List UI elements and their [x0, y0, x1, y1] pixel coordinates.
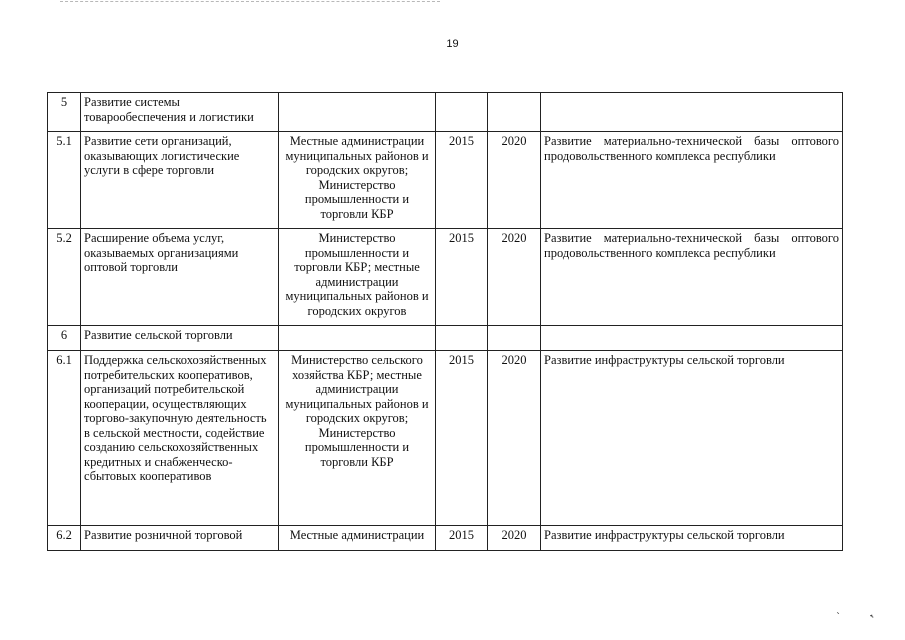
row-number: 5	[48, 93, 81, 132]
measure-name: Развитие сети организаций, оказывающих логистические услуги в сфере торговли	[81, 132, 279, 229]
end-year: 2020	[488, 229, 541, 326]
table-row-5-2	[48, 229, 843, 326]
measure-name: Развитие сельской торговли	[81, 326, 279, 351]
table-row-6-2	[48, 526, 843, 551]
end-year	[488, 326, 541, 351]
expected-result: Развитие материально-технической базы оптового продовольственного комплекса республики	[541, 229, 843, 326]
end-year	[488, 93, 541, 132]
row-number: 5.2	[48, 229, 81, 326]
expected-result: Развитие материально-технической базы оптового продовольственного комплекса республики	[541, 132, 843, 229]
expected-result	[541, 326, 843, 351]
row-number: 6.2	[48, 526, 81, 551]
measure-name: Развитие розничной торговой	[81, 526, 279, 551]
measure-name: Расширение объема услуг, оказываемых организациями оптовой торговли	[81, 229, 279, 326]
page-number: 19	[446, 38, 459, 50]
start-year: 2015	[436, 229, 488, 326]
expected-result: Развитие инфраструктуры сельской торговли	[541, 526, 843, 551]
action-plan-table	[47, 92, 843, 551]
table-row-5-1	[48, 132, 843, 229]
start-year: 2015	[436, 526, 488, 551]
table-row-6-1	[48, 351, 843, 526]
expected-result	[541, 93, 843, 132]
responsible-executors: Местные администрации	[279, 526, 436, 551]
start-year: 2015	[436, 132, 488, 229]
scan-speck: ˞	[870, 612, 874, 623]
end-year: 2020	[488, 351, 541, 526]
responsible-executors: Министерство сельского хозяйства КБР; местные администрации муниципальных районов и городских округов; Министерство промышленности и торговли КБР	[279, 351, 436, 526]
scan-speck: ˋ	[836, 612, 841, 623]
start-year: 2015	[436, 351, 488, 526]
row-number: 6.1	[48, 351, 81, 526]
scan-top-edge-line	[60, 1, 440, 2]
responsible-executors	[279, 93, 436, 132]
end-year: 2020	[488, 132, 541, 229]
row-number: 6	[48, 326, 81, 351]
responsible-executors: Министерство промышленности и торговли КБР; местные администрации муниципальных районов и городских округов	[279, 229, 436, 326]
measure-name: Развитие системы товарообеспечения и логистики	[81, 93, 279, 132]
responsible-executors: Местные администрации муниципальных районов и городских округов; Министерство промышленности и торговли КБР	[279, 132, 436, 229]
end-year: 2020	[488, 526, 541, 551]
start-year	[436, 326, 488, 351]
responsible-executors	[279, 326, 436, 351]
expected-result: Развитие инфраструктуры сельской торговли	[541, 351, 843, 526]
table-row-6	[48, 326, 843, 351]
measure-name: Поддержка сельскохозяйственных потребительских кооперативов, организаций потребительской кооперации, осуществляющих торгово-закупочную деятельность в сельской местности, содействие созданию сельскохозяйственных кредитных и снабженческо-сбытовых кооперативов	[81, 351, 279, 526]
table-row-5	[48, 93, 843, 132]
row-number: 5.1	[48, 132, 81, 229]
start-year	[436, 93, 488, 132]
